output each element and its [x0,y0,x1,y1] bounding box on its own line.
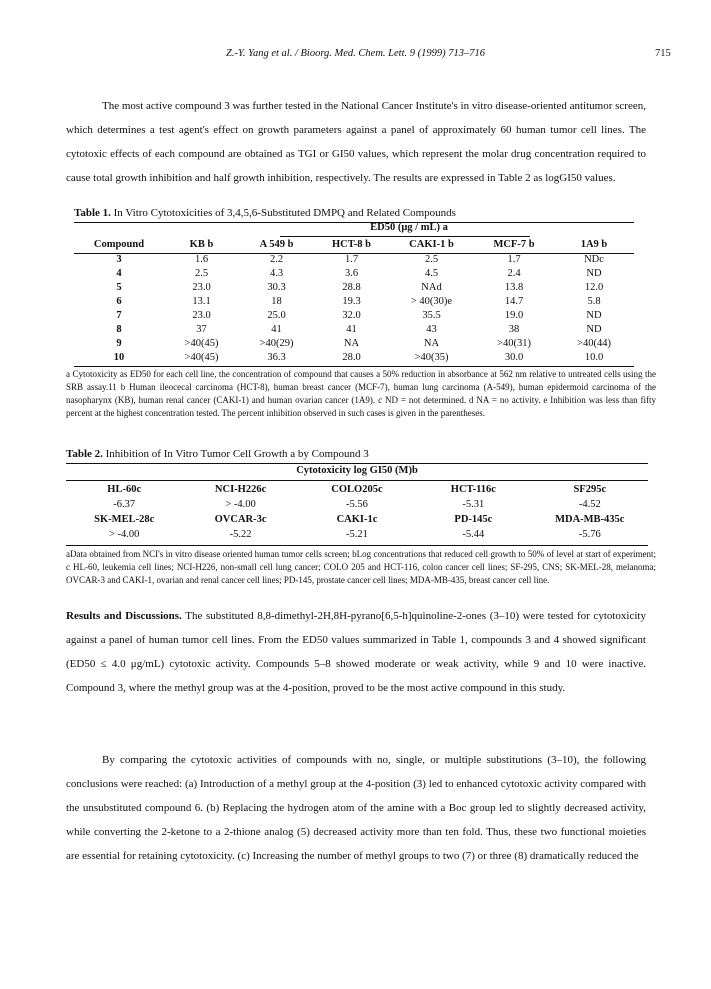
table1-row [74,308,634,322]
table1-cell: > 40(30)e [410,295,453,307]
table1-footnote: a Cytotoxicity as ED50 for each cell line, the concentration of compound that causes a 50% reduction in absorbance at 562 nm relative to untreated cells using the SRB assay.11 b Human ileocecal carcinoma (HCT-8), human breast cancer (MCF-7), human lung carcinoma (A-549), human epidermoid carcinoma of the nasopharynx (KB), human renal cancer (CAKI-1) and human ovarian cancer (1A9). c ND = not determined. d NA = no activity. e Inhibition was less than fifty percent at the highest concentration tested. The percent inhibition observed in such cases is given in the parentheses. [66,369,656,418]
table2-value: -5.56 [346,499,368,510]
table1-row [74,350,634,364]
table2-value: > -4.00 [108,529,140,540]
table1-group-header: ED50 (μg / mL) a [370,222,448,233]
running-head: Z.-Y. Yang et al. / Bioorg. Med. Chem. Lett. 9 (1999) 713–716 [225,48,485,59]
table1-cell: 23.0 [192,309,211,321]
table1-cell: 2.2 [269,253,284,265]
table1-cell: ND [586,323,602,335]
table1-compound-cell: 9 [116,337,122,349]
table2-cell-line: OVCAR-3c [214,514,267,525]
table2-cell-line: CAKI-1c [336,514,378,525]
table1-cell: >40(29) [259,337,294,349]
table1-col-header: KB b [189,239,214,250]
table1-cell: >40(31) [497,337,531,349]
table2-cell-line: NCI-H226c [214,484,267,495]
table2-value: -5.76 [578,529,601,540]
table2-cell-line: COLO205c [331,484,383,495]
table1-cell: ND [586,309,602,321]
table1-cell: 18 [271,295,282,307]
table1-cell: 10.0 [584,351,604,363]
table1-caption-text: In Vitro Cytotoxicities of 3,4,5,6-Substituted DMPQ and Related Compounds [113,207,456,219]
table2-value: -5.21 [346,529,368,540]
table2-cell-line: HL-60c [107,484,142,495]
table1-cell: >40(35) [414,351,449,363]
table1 [74,237,634,364]
table1-cell: 23.0 [192,281,211,293]
table2-value: -4.52 [578,499,601,510]
table1-cell: 4.5 [424,267,439,279]
table1-compound-cell: 5 [116,281,122,293]
table2-value: -5.31 [462,499,485,510]
table1-compound-cell: 8 [116,323,122,335]
table1-cell: 41 [346,323,357,335]
results-text: The substituted 8,8-dimethyl-2H,8H-pyrano[6,5-h]quinoline-2-ones (3–10) were tested for cytotoxicity against a panel of human tumor cell lines. From the ED50 values summarized in Table 1, compounds 3 and 4 showed significant (ED50 ≤ 4.0 μg/mL) cytotoxic activity. Compounds 5–8 showed moderate or weak activity, while 9 and 10 were inactive. Compound 3, where the methyl group was at the 4-position, proved to be the most active compound in this study. [66,610,646,694]
table1-caption [74,207,456,219]
table2-group-rule [66,480,648,481]
table2-group-header: Cytotoxicity log GI50 (M)b [296,465,418,476]
table1-cell: 28.0 [342,351,361,363]
table1-cell: 43 [426,323,437,335]
table1-cell: >40(45) [184,337,219,349]
table1-cell: 28.8 [342,281,361,293]
page-number: 715 [655,48,671,59]
table1-cell: 19.3 [342,295,361,307]
table1-row [74,322,634,336]
table1-cell: 25.0 [267,309,286,321]
table2-caption-text: Inhibition of In Vitro Tumor Cell Growth a by Compound 3 [105,448,369,460]
table1-cell: 13.1 [192,295,211,307]
results-paragraph [66,604,646,700]
table2-value-row [66,497,648,512]
table1-compound-cell: 10 [113,351,125,363]
table1-row [74,252,634,266]
table1-cell: 38 [508,323,520,335]
table1-cell: 12.0 [584,281,604,293]
table2-value-row [66,527,648,542]
table1-row [74,280,634,294]
table1-cell: 1.7 [507,253,521,265]
intro-paragraph: The most active compound 3 was further tested in the National Cancer Institute's in vitro disease-oriented antitumor screen, which determines a test agent's effect on growth parameters against a panel of approximately 60 human tumor cell lines. The cytotoxic effects of each compound are obtained as TGI or GI50 values, which represent the molar drug concentration required to cause total growth inhibition and half growth inhibition, respectively. The results are expressed in Table 2 as logGI50 values. [66,100,646,184]
table1-cell: NA [343,337,360,349]
table1-compound-cell: 4 [116,267,122,279]
table1-col-header: 1A9 b [580,239,608,250]
table1-cell: 3.6 [344,267,359,279]
table1-label: Table 1. [74,207,111,219]
table1-cell: 2.4 [507,267,521,279]
table1-cell: 4.3 [269,267,284,279]
table2 [66,482,648,542]
table1-row [74,294,634,308]
table1-cell: 30.3 [267,281,286,293]
table1-cell: 19.0 [504,309,524,321]
table2-value: > -4.00 [225,499,256,510]
table1-cell: 37 [196,323,207,335]
results-heading: Results and Discussions. [66,610,182,622]
table1-compound-cell: 7 [116,309,122,321]
table2-cell-line: MDA-MB-435c [555,514,625,525]
table2-header-row [66,512,648,527]
table2-value: -5.44 [462,529,485,540]
table1-col-header: HCT-8 b [331,239,371,250]
table1-cell: >40(45) [184,351,219,363]
table1-cell: 41 [271,323,282,335]
table1-cell: 2.5 [194,267,209,279]
table2-cell-line: SF295c [573,484,607,495]
table1-cell: 36.3 [267,351,286,363]
table1-cell: NAd [421,281,442,293]
table1-cell: >40(44) [577,337,611,349]
table1-col-header: MCF-7 b [493,239,535,250]
table1-cell: ND [586,267,602,279]
table1-col-header: A 549 b [259,239,294,250]
table1-cell: 13.8 [504,281,524,293]
table1-cell: 30.0 [504,351,524,363]
table1-cell: 35.5 [422,309,441,321]
table1-cell: 2.5 [424,253,439,265]
table2-header-row [66,482,648,497]
table2-cell-line: PD-145c [454,514,493,525]
discussion-paragraph: By comparing the cytotoxic activities of compounds with no, single, or multiple substitutions (3–10), the following conclusions were reached: (a) Introduction of a methyl group at the 4-position (3) led to enhanced cytotoxic activity compared with the unsubstituted compound 6. (b) Replacing the hydrogen atom of the amine with a Boc group led to slightly decreased activity, while converting the 2-ketone to a 2-thione analog (5) decreased activity more than ten fold. Thus, these two functional moieties are essential for retaining cytotoxicity. (c) Increasing the number of methyl groups to two (7) or three (8) dramatically reduced the [66,754,646,862]
table1-cell: NDc [584,253,604,265]
table1-cell: 1.6 [194,253,209,265]
table1-row [74,336,634,350]
table2-cell-line: SK-MEL-28c [94,514,155,525]
table2-footnote: aData obtained from NCI's in vitro disease oriented human tumor cells screen; bLog concentrations that reduced cell growth to 50% of level at start of experiment; c HL-60, leukemia cell lines; NCI-H226, non-small cell lung cancer; COLO 205 and HCT-116, colon cancer cell lines; SF-295, CNS; SK-MEL-28, melanoma; OVCAR-3 and CAKI-1, ovarian and renal cancer cell lines; PD-145, prostate cancer cell lines; MDA-MB-435, breast cancer cell line. [66,549,656,585]
table2-value: -6.37 [113,499,136,510]
table1-cell: NA [423,337,440,349]
table1-bottom-rule [74,366,634,367]
table2-label: Table 2. [66,448,103,460]
table1-compound-cell: 3 [116,253,122,265]
table2-top-rule [66,463,648,464]
table1-col-header: Compound [93,239,145,250]
table1-col-header: CAKI-1 b [409,239,454,250]
table1-cell: 32.0 [342,309,361,321]
table1-row [74,266,634,280]
table2-bottom-rule [66,545,648,546]
table1-cell: 14.7 [504,295,524,307]
table2-value: -5.22 [229,529,252,540]
table1-compound-cell: 6 [116,295,122,307]
table2-caption [66,448,369,460]
table1-header-rule [74,253,634,254]
table2-cell-line: HCT-116c [450,484,496,495]
table1-cell: 5.8 [587,295,601,307]
table1-cell: 1.7 [344,253,359,265]
